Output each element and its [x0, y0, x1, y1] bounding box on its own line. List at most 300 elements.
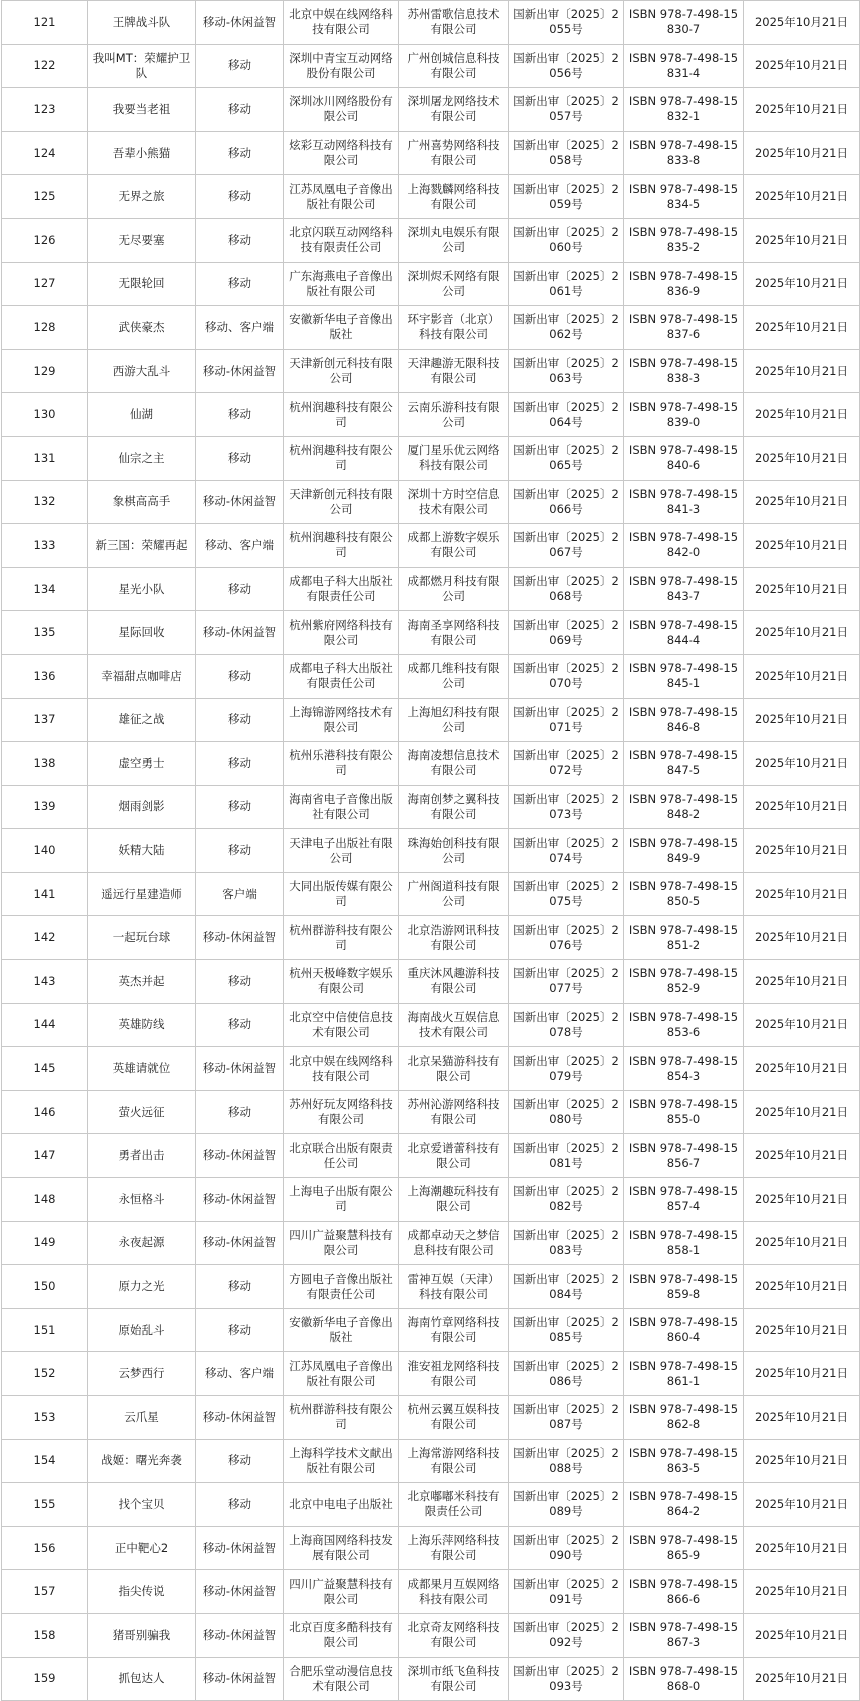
publisher-unit-cell: 江苏凤凰电子音像出版社有限公司	[284, 1352, 399, 1396]
operator-unit-cell: 北京嘟嘟米科技有限责任公司	[399, 1483, 509, 1527]
approval-date-cell: 2025年10月21日	[744, 436, 860, 480]
approval-date-cell: 2025年10月21日	[744, 960, 860, 1004]
operator-unit-cell: 北京浩游网讯科技有限公司	[399, 916, 509, 960]
game-name-cell: 武侠豪杰	[88, 306, 196, 350]
isbn-number-cell: ISBN 978-7-498-15865-9	[624, 1526, 744, 1570]
publisher-unit-cell: 四川广益聚慧科技有限公司	[284, 1221, 399, 1265]
game-category-cell: 移动	[196, 567, 284, 611]
operator-unit-cell: 成都卓动天之梦信息科技有限公司	[399, 1221, 509, 1265]
row-number-cell: 122	[2, 44, 88, 88]
publisher-unit-cell: 北京中娱在线网络科技有限公司	[284, 1, 399, 45]
approval-date-cell: 2025年10月21日	[744, 1657, 860, 1701]
table-row	[2, 654, 860, 698]
publisher-unit-cell: 广东海燕电子音像出版社有限公司	[284, 262, 399, 306]
game-name-cell: 萤火远征	[88, 1090, 196, 1134]
approval-date-cell: 2025年10月21日	[744, 567, 860, 611]
approval-number-cell: 国新出审〔2025〕2062号	[509, 306, 624, 350]
row-number-cell: 142	[2, 916, 88, 960]
operator-unit-cell: 上海乐萍网络科技有限公司	[399, 1526, 509, 1570]
operator-unit-cell: 上海潮趣玩科技有限公司	[399, 1178, 509, 1222]
isbn-number-cell: ISBN 978-7-498-15838-3	[624, 349, 744, 393]
publisher-unit-cell: 四川广益聚慧科技有限公司	[284, 1570, 399, 1614]
game-name-cell: 仙湖	[88, 393, 196, 437]
isbn-number-cell: ISBN 978-7-498-15843-7	[624, 567, 744, 611]
approval-number-cell: 国新出审〔2025〕2084号	[509, 1265, 624, 1309]
table-row	[2, 88, 860, 132]
table-row	[2, 1657, 860, 1701]
row-number-cell: 124	[2, 131, 88, 175]
game-name-cell: 云梦西行	[88, 1352, 196, 1396]
table-row	[2, 829, 860, 873]
table-row	[2, 698, 860, 742]
row-number-cell: 137	[2, 698, 88, 742]
isbn-number-cell: ISBN 978-7-498-15864-2	[624, 1483, 744, 1527]
table-row	[2, 1613, 860, 1657]
isbn-number-cell: ISBN 978-7-498-15841-3	[624, 480, 744, 524]
approval-date-cell: 2025年10月21日	[744, 306, 860, 350]
approval-number-cell: 国新出审〔2025〕2064号	[509, 393, 624, 437]
operator-unit-cell: 上海旭幻科技有限公司	[399, 698, 509, 742]
approval-number-cell: 国新出审〔2025〕2073号	[509, 785, 624, 829]
approval-number-cell: 国新出审〔2025〕2082号	[509, 1178, 624, 1222]
approval-number-cell: 国新出审〔2025〕2074号	[509, 829, 624, 873]
table-body	[2, 1, 860, 1701]
approval-number-cell: 国新出审〔2025〕2057号	[509, 88, 624, 132]
approval-number-cell: 国新出审〔2025〕2055号	[509, 1, 624, 45]
row-number-cell: 125	[2, 175, 88, 219]
table-row	[2, 1483, 860, 1527]
table-row	[2, 611, 860, 655]
publisher-unit-cell: 北京中娱在线网络科技有限公司	[284, 1047, 399, 1091]
publisher-unit-cell: 杭州乐港科技有限公司	[284, 742, 399, 786]
game-name-cell: 妖精大陆	[88, 829, 196, 873]
game-name-cell: 原力之光	[88, 1265, 196, 1309]
game-category-cell: 移动	[196, 131, 284, 175]
row-number-cell: 146	[2, 1090, 88, 1134]
row-number-cell: 139	[2, 785, 88, 829]
isbn-number-cell: ISBN 978-7-498-15831-4	[624, 44, 744, 88]
row-number-cell: 153	[2, 1396, 88, 1440]
approval-number-cell: 国新出审〔2025〕2069号	[509, 611, 624, 655]
game-name-cell: 吾辈小熊猫	[88, 131, 196, 175]
game-name-cell: 英雄防线	[88, 1003, 196, 1047]
table-row	[2, 1265, 860, 1309]
table-row	[2, 916, 860, 960]
game-category-cell: 移动-休闲益智	[196, 1221, 284, 1265]
publisher-unit-cell: 成都电子科大出版社有限责任公司	[284, 654, 399, 698]
isbn-number-cell: ISBN 978-7-498-15852-9	[624, 960, 744, 1004]
isbn-number-cell: ISBN 978-7-498-15837-6	[624, 306, 744, 350]
isbn-number-cell: ISBN 978-7-498-15847-5	[624, 742, 744, 786]
publisher-unit-cell: 上海电子出版有限公司	[284, 1178, 399, 1222]
operator-unit-cell: 成都几维科技有限公司	[399, 654, 509, 698]
approval-number-cell: 国新出审〔2025〕2077号	[509, 960, 624, 1004]
operator-unit-cell: 海南竹章网络科技有限公司	[399, 1308, 509, 1352]
row-number-cell: 132	[2, 480, 88, 524]
operator-unit-cell: 苏州沁游网络科技有限公司	[399, 1090, 509, 1134]
operator-unit-cell: 广州阁道科技有限公司	[399, 872, 509, 916]
isbn-number-cell: ISBN 978-7-498-15861-1	[624, 1352, 744, 1396]
operator-unit-cell: 深圳十方时空信息技术有限公司	[399, 480, 509, 524]
operator-unit-cell: 重庆沐风趣游科技有限公司	[399, 960, 509, 1004]
game-name-cell: 象棋高高手	[88, 480, 196, 524]
operator-unit-cell: 苏州雷歌信息技术有限公司	[399, 1, 509, 45]
row-number-cell: 128	[2, 306, 88, 350]
operator-unit-cell: 海南凌想信息技术有限公司	[399, 742, 509, 786]
approval-date-cell: 2025年10月21日	[744, 524, 860, 568]
operator-unit-cell: 环宇影音（北京）科技有限公司	[399, 306, 509, 350]
game-category-cell: 移动	[196, 1090, 284, 1134]
isbn-number-cell: ISBN 978-7-498-15866-6	[624, 1570, 744, 1614]
isbn-number-cell: ISBN 978-7-498-15867-3	[624, 1613, 744, 1657]
game-name-cell: 遥远行星建造师	[88, 872, 196, 916]
game-category-cell: 移动-休闲益智	[196, 480, 284, 524]
game-name-cell: 永恒格斗	[88, 1178, 196, 1222]
table-row	[2, 1439, 860, 1483]
game-category-cell: 移动	[196, 654, 284, 698]
approval-date-cell: 2025年10月21日	[744, 88, 860, 132]
table-row	[2, 1396, 860, 1440]
game-name-cell: 找个宝贝	[88, 1483, 196, 1527]
game-category-cell: 移动	[196, 393, 284, 437]
approval-date-cell: 2025年10月21日	[744, 829, 860, 873]
game-category-cell: 移动-休闲益智	[196, 1134, 284, 1178]
isbn-number-cell: ISBN 978-7-498-15868-0	[624, 1657, 744, 1701]
approval-number-cell: 国新出审〔2025〕2086号	[509, 1352, 624, 1396]
game-category-cell: 移动	[196, 44, 284, 88]
approval-number-cell: 国新出审〔2025〕2072号	[509, 742, 624, 786]
operator-unit-cell: 海南战火互娱信息技术有限公司	[399, 1003, 509, 1047]
publisher-unit-cell: 天津新创元科技有限公司	[284, 480, 399, 524]
game-name-cell: 星际回收	[88, 611, 196, 655]
game-category-cell: 移动-休闲益智	[196, 1570, 284, 1614]
approval-number-cell: 国新出审〔2025〕2078号	[509, 1003, 624, 1047]
game-name-cell: 幸福甜点咖啡店	[88, 654, 196, 698]
game-category-cell: 移动-休闲益智	[196, 1, 284, 45]
table-row	[2, 262, 860, 306]
game-name-cell: 勇者出击	[88, 1134, 196, 1178]
isbn-number-cell: ISBN 978-7-498-15862-8	[624, 1396, 744, 1440]
approval-number-cell: 国新出审〔2025〕2090号	[509, 1526, 624, 1570]
publisher-unit-cell: 江苏凤凰电子音像出版社有限公司	[284, 175, 399, 219]
publisher-unit-cell: 杭州群游科技有限公司	[284, 916, 399, 960]
approval-date-cell: 2025年10月21日	[744, 480, 860, 524]
approval-date-cell: 2025年10月21日	[744, 1265, 860, 1309]
approval-number-cell: 国新出审〔2025〕2056号	[509, 44, 624, 88]
approval-date-cell: 2025年10月21日	[744, 698, 860, 742]
isbn-number-cell: ISBN 978-7-498-15836-9	[624, 262, 744, 306]
table-row	[2, 785, 860, 829]
game-name-cell: 无限轮回	[88, 262, 196, 306]
operator-unit-cell: 北京呆猫游科技有限公司	[399, 1047, 509, 1091]
row-number-cell: 154	[2, 1439, 88, 1483]
isbn-number-cell: ISBN 978-7-498-15845-1	[624, 654, 744, 698]
table-row	[2, 393, 860, 437]
game-category-cell: 移动	[196, 742, 284, 786]
approval-number-cell: 国新出审〔2025〕2080号	[509, 1090, 624, 1134]
row-number-cell: 123	[2, 88, 88, 132]
approval-date-cell: 2025年10月21日	[744, 1439, 860, 1483]
game-name-cell: 永夜起源	[88, 1221, 196, 1265]
game-name-cell: 无界之旅	[88, 175, 196, 219]
approval-date-cell: 2025年10月21日	[744, 654, 860, 698]
table-row	[2, 567, 860, 611]
game-name-cell: 雄征之战	[88, 698, 196, 742]
approval-number-cell: 国新出审〔2025〕2087号	[509, 1396, 624, 1440]
approval-date-cell: 2025年10月21日	[744, 393, 860, 437]
row-number-cell: 145	[2, 1047, 88, 1091]
game-name-cell: 英雄请就位	[88, 1047, 196, 1091]
approval-date-cell: 2025年10月21日	[744, 1570, 860, 1614]
approval-number-cell: 国新出审〔2025〕2068号	[509, 567, 624, 611]
publisher-unit-cell: 杭州群游科技有限公司	[284, 1396, 399, 1440]
approval-number-cell: 国新出审〔2025〕2088号	[509, 1439, 624, 1483]
game-category-cell: 移动、客户端	[196, 524, 284, 568]
isbn-number-cell: ISBN 978-7-498-15857-4	[624, 1178, 744, 1222]
game-category-cell: 移动-休闲益智	[196, 1657, 284, 1701]
approval-date-cell: 2025年10月21日	[744, 611, 860, 655]
table-row	[2, 1134, 860, 1178]
row-number-cell: 140	[2, 829, 88, 873]
game-name-cell: 抓包达人	[88, 1657, 196, 1701]
operator-unit-cell: 上海戮麟网络科技有限公司	[399, 175, 509, 219]
approval-date-cell: 2025年10月21日	[744, 1396, 860, 1440]
operator-unit-cell: 广州创城信息科技有限公司	[399, 44, 509, 88]
game-category-cell: 移动	[196, 1439, 284, 1483]
game-category-cell: 移动	[196, 829, 284, 873]
game-category-cell: 移动	[196, 1308, 284, 1352]
isbn-number-cell: ISBN 978-7-498-15844-4	[624, 611, 744, 655]
game-category-cell: 移动-休闲益智	[196, 1526, 284, 1570]
game-category-cell: 移动	[196, 218, 284, 262]
approval-date-cell: 2025年10月21日	[744, 1134, 860, 1178]
game-category-cell: 移动、客户端	[196, 1352, 284, 1396]
operator-unit-cell: 深圳丸电娱乐有限公司	[399, 218, 509, 262]
isbn-number-cell: ISBN 978-7-498-15860-4	[624, 1308, 744, 1352]
approval-number-cell: 国新出审〔2025〕2092号	[509, 1613, 624, 1657]
publisher-unit-cell: 炫彩互动网络科技有限公司	[284, 131, 399, 175]
game-name-cell: 云爪星	[88, 1396, 196, 1440]
table-row	[2, 960, 860, 1004]
game-category-cell: 移动-休闲益智	[196, 1396, 284, 1440]
table-row	[2, 1352, 860, 1396]
row-number-cell: 129	[2, 349, 88, 393]
row-number-cell: 152	[2, 1352, 88, 1396]
publisher-unit-cell: 合肥乐堂动漫信息技术有限公司	[284, 1657, 399, 1701]
row-number-cell: 135	[2, 611, 88, 655]
operator-unit-cell: 成都燃月科技有限公司	[399, 567, 509, 611]
isbn-number-cell: ISBN 978-7-498-15833-8	[624, 131, 744, 175]
game-name-cell: 星光小队	[88, 567, 196, 611]
row-number-cell: 149	[2, 1221, 88, 1265]
approval-date-cell: 2025年10月21日	[744, 1090, 860, 1134]
game-category-cell: 移动	[196, 960, 284, 1004]
game-category-cell: 移动	[196, 1265, 284, 1309]
operator-unit-cell: 厦门星乐优云网络科技有限公司	[399, 436, 509, 480]
approval-number-cell: 国新出审〔2025〕2070号	[509, 654, 624, 698]
approval-number-cell: 国新出审〔2025〕2061号	[509, 262, 624, 306]
row-number-cell: 121	[2, 1, 88, 45]
game-category-cell: 移动-休闲益智	[196, 611, 284, 655]
row-number-cell: 130	[2, 393, 88, 437]
game-category-cell: 移动	[196, 698, 284, 742]
table-row	[2, 1221, 860, 1265]
publisher-unit-cell: 北京百度多酷科技有限公司	[284, 1613, 399, 1657]
game-category-cell: 移动	[196, 785, 284, 829]
row-number-cell: 133	[2, 524, 88, 568]
publisher-unit-cell: 安徽新华电子音像出版社	[284, 306, 399, 350]
approval-date-cell: 2025年10月21日	[744, 1221, 860, 1265]
approval-date-cell: 2025年10月21日	[744, 44, 860, 88]
approval-number-cell: 国新出审〔2025〕2059号	[509, 175, 624, 219]
row-number-cell: 147	[2, 1134, 88, 1178]
game-name-cell: 烟雨剑影	[88, 785, 196, 829]
isbn-number-cell: ISBN 978-7-498-15835-2	[624, 218, 744, 262]
game-category-cell: 移动、客户端	[196, 306, 284, 350]
game-name-cell: 仙宗之主	[88, 436, 196, 480]
table-row	[2, 131, 860, 175]
approval-number-cell: 国新出审〔2025〕2093号	[509, 1657, 624, 1701]
approval-number-cell: 国新出审〔2025〕2065号	[509, 436, 624, 480]
publisher-unit-cell: 北京闪联互动网络科技有限责任公司	[284, 218, 399, 262]
table-row	[2, 306, 860, 350]
approval-date-cell: 2025年10月21日	[744, 1308, 860, 1352]
game-category-cell: 移动	[196, 262, 284, 306]
isbn-number-cell: ISBN 978-7-498-15832-1	[624, 88, 744, 132]
game-name-cell: 英杰并起	[88, 960, 196, 1004]
approval-date-cell: 2025年10月21日	[744, 1483, 860, 1527]
table-row	[2, 1090, 860, 1134]
row-number-cell: 158	[2, 1613, 88, 1657]
approval-number-cell: 国新出审〔2025〕2083号	[509, 1221, 624, 1265]
publisher-unit-cell: 海南省电子音像出版社有限公司	[284, 785, 399, 829]
isbn-number-cell: ISBN 978-7-498-15830-7	[624, 1, 744, 45]
approval-number-cell: 国新出审〔2025〕2081号	[509, 1134, 624, 1178]
approval-date-cell: 2025年10月21日	[744, 1178, 860, 1222]
publisher-unit-cell: 杭州润趣科技有限公司	[284, 436, 399, 480]
row-number-cell: 134	[2, 567, 88, 611]
publisher-unit-cell: 安徽新华电子音像出版社	[284, 1308, 399, 1352]
table-row	[2, 218, 860, 262]
publisher-unit-cell: 上海商国网络科技发展有限公司	[284, 1526, 399, 1570]
row-number-cell: 127	[2, 262, 88, 306]
approval-number-cell: 国新出审〔2025〕2058号	[509, 131, 624, 175]
publisher-unit-cell: 大同出版传媒有限公司	[284, 872, 399, 916]
isbn-number-cell: ISBN 978-7-498-15850-5	[624, 872, 744, 916]
isbn-number-cell: ISBN 978-7-498-15854-3	[624, 1047, 744, 1091]
isbn-number-cell: ISBN 978-7-498-15859-8	[624, 1265, 744, 1309]
operator-unit-cell: 成都果月互娱网络科技有限公司	[399, 1570, 509, 1614]
publisher-unit-cell: 苏州好玩友网络科技有限公司	[284, 1090, 399, 1134]
publisher-unit-cell: 深圳冰川网络股份有限公司	[284, 88, 399, 132]
game-category-cell: 移动	[196, 436, 284, 480]
table-row	[2, 1570, 860, 1614]
row-number-cell: 138	[2, 742, 88, 786]
publisher-unit-cell: 成都电子科大出版社有限责任公司	[284, 567, 399, 611]
approval-date-cell: 2025年10月21日	[744, 785, 860, 829]
approval-number-cell: 国新出审〔2025〕2067号	[509, 524, 624, 568]
game-name-cell: 西游大乱斗	[88, 349, 196, 393]
game-name-cell: 指尖传说	[88, 1570, 196, 1614]
isbn-number-cell: ISBN 978-7-498-15856-7	[624, 1134, 744, 1178]
approval-date-cell: 2025年10月21日	[744, 262, 860, 306]
row-number-cell: 141	[2, 872, 88, 916]
isbn-number-cell: ISBN 978-7-498-15839-0	[624, 393, 744, 437]
approval-date-cell: 2025年10月21日	[744, 218, 860, 262]
game-name-cell: 新三国：荣耀再起	[88, 524, 196, 568]
table-row	[2, 349, 860, 393]
game-category-cell: 客户端	[196, 872, 284, 916]
approval-date-cell: 2025年10月21日	[744, 175, 860, 219]
isbn-number-cell: ISBN 978-7-498-15863-5	[624, 1439, 744, 1483]
row-number-cell: 159	[2, 1657, 88, 1701]
game-approval-table	[1, 0, 860, 1701]
approval-number-cell: 国新出审〔2025〕2089号	[509, 1483, 624, 1527]
approval-number-cell: 国新出审〔2025〕2091号	[509, 1570, 624, 1614]
operator-unit-cell: 成都上游数字娱乐有限公司	[399, 524, 509, 568]
table-row	[2, 872, 860, 916]
publisher-unit-cell: 天津新创元科技有限公司	[284, 349, 399, 393]
table-row	[2, 1, 860, 45]
row-number-cell: 150	[2, 1265, 88, 1309]
row-number-cell: 126	[2, 218, 88, 262]
isbn-number-cell: ISBN 978-7-498-15851-2	[624, 916, 744, 960]
approval-number-cell: 国新出审〔2025〕2071号	[509, 698, 624, 742]
game-category-cell: 移动	[196, 1483, 284, 1527]
game-category-cell: 移动-休闲益智	[196, 1178, 284, 1222]
table-row	[2, 1178, 860, 1222]
table-row	[2, 1047, 860, 1091]
operator-unit-cell: 北京奇友网络科技有限公司	[399, 1613, 509, 1657]
table-row	[2, 44, 860, 88]
game-name-cell: 战姬：曙光奔袭	[88, 1439, 196, 1483]
isbn-number-cell: ISBN 978-7-498-15834-5	[624, 175, 744, 219]
isbn-number-cell: ISBN 978-7-498-15849-9	[624, 829, 744, 873]
game-name-cell: 我要当老祖	[88, 88, 196, 132]
operator-unit-cell: 广州喜势网络科技有限公司	[399, 131, 509, 175]
operator-unit-cell: 上海常游网络科技有限公司	[399, 1439, 509, 1483]
table-row	[2, 524, 860, 568]
operator-unit-cell: 深圳屠龙网络技术有限公司	[399, 88, 509, 132]
row-number-cell: 148	[2, 1178, 88, 1222]
row-number-cell: 151	[2, 1308, 88, 1352]
publisher-unit-cell: 北京空中信使信息技术有限公司	[284, 1003, 399, 1047]
game-name-cell: 原始乱斗	[88, 1308, 196, 1352]
row-number-cell: 156	[2, 1526, 88, 1570]
row-number-cell: 136	[2, 654, 88, 698]
row-number-cell: 131	[2, 436, 88, 480]
table-row	[2, 1003, 860, 1047]
game-name-cell: 王牌战斗队	[88, 1, 196, 45]
row-number-cell: 143	[2, 960, 88, 1004]
game-category-cell: 移动	[196, 88, 284, 132]
game-name-cell: 无尽要塞	[88, 218, 196, 262]
table-row	[2, 1526, 860, 1570]
publisher-unit-cell: 杭州天极峰数字娱乐有限公司	[284, 960, 399, 1004]
isbn-number-cell: ISBN 978-7-498-15855-0	[624, 1090, 744, 1134]
isbn-number-cell: ISBN 978-7-498-15840-6	[624, 436, 744, 480]
game-name-cell: 我叫MT：荣耀护卫队	[88, 44, 196, 88]
operator-unit-cell: 海南圣享网络科技有限公司	[399, 611, 509, 655]
publisher-unit-cell: 杭州润趣科技有限公司	[284, 393, 399, 437]
publisher-unit-cell: 方圆电子音像出版社有限责任公司	[284, 1265, 399, 1309]
table-row	[2, 175, 860, 219]
publisher-unit-cell: 上海科学技术文献出版社有限公司	[284, 1439, 399, 1483]
approval-number-cell: 国新出审〔2025〕2079号	[509, 1047, 624, 1091]
approval-number-cell: 国新出审〔2025〕2076号	[509, 916, 624, 960]
row-number-cell: 144	[2, 1003, 88, 1047]
isbn-number-cell: ISBN 978-7-498-15848-2	[624, 785, 744, 829]
